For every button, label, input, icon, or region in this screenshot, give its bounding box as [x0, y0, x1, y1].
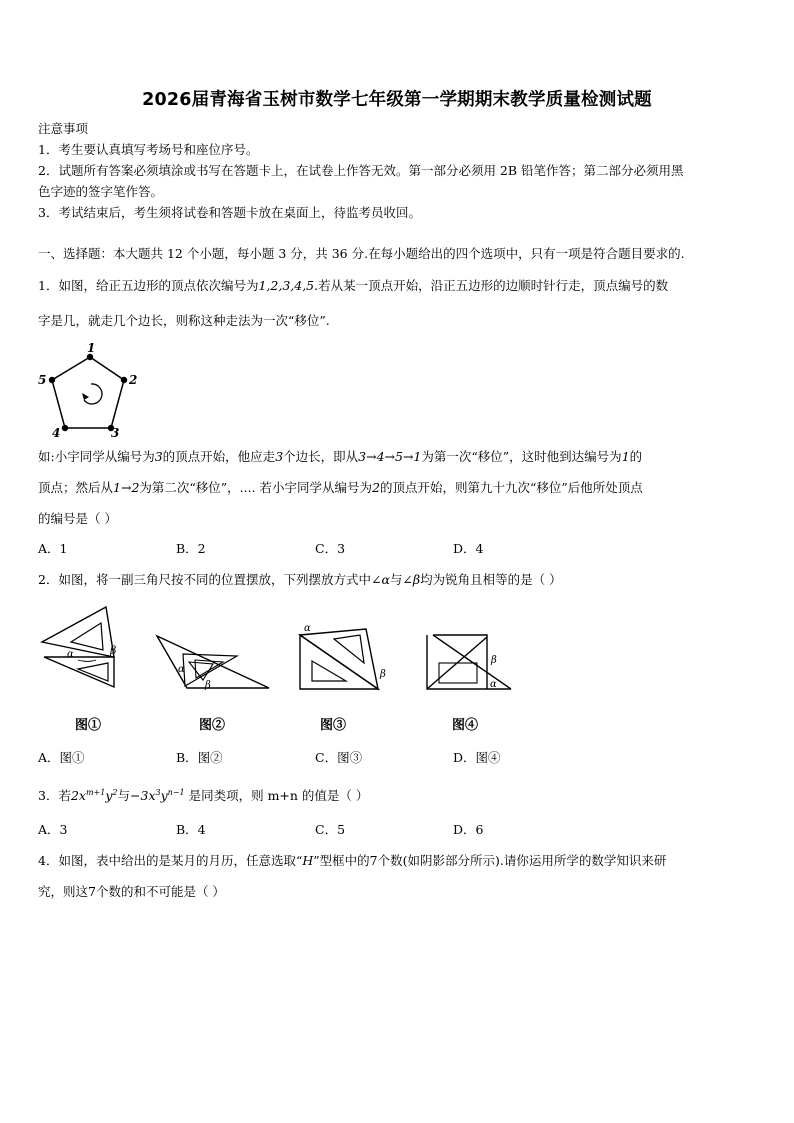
q1-option-a[interactable]: A．1: [38, 541, 68, 556]
q3-question: 3．若$2x^{m+1}y^2$与$-3x^3y^{n-1}$ 是同类项，则 m+n 的值是（ ）: [38, 788, 369, 804]
clockwise-arrow-icon: [84, 384, 102, 404]
figure-caption-2: 图②: [198, 718, 225, 733]
q1-line4: 顶点；然后从1→2为第二次“移位”，.... 若小宇同学从编号为2的顶点开始，则第九十九次“移位”后他所处顶点: [38, 480, 643, 495]
q1-line5: 的编号是（ ）: [38, 511, 117, 526]
vertex-dot: [121, 377, 127, 383]
figure-caption-1: 图①: [74, 718, 101, 733]
svg-text:α: α: [178, 664, 185, 675]
q4-line1: 4．如图，表中给出的是某月的月历，任意选取“H”型框中的7个数(如阴影部分所示).请你运用所学的数学知识来研: [38, 853, 667, 868]
q2-option-b[interactable]: B．图②: [176, 750, 223, 765]
triangle-figure-1: [38, 605, 138, 690]
q3-option-c[interactable]: C．5: [315, 822, 346, 837]
svg-text:β: β: [110, 644, 117, 657]
q2-option-d[interactable]: D．图④: [453, 750, 501, 765]
q2-option-a[interactable]: A．图①: [38, 750, 85, 765]
pentagon-shape: [52, 357, 124, 428]
section-heading: 一、选择题：本大题共 12 个小题，每小题 3 分，共 36 分.在每小题给出的四个选项中，只有一项是符合题目要求的.: [38, 246, 685, 261]
vertex-label: 4: [52, 426, 61, 440]
notice-item: 1．考生要认真填写考场号和座位序号。: [38, 142, 259, 157]
svg-text:α: α: [490, 679, 497, 690]
page-title: 2026届青海省玉树市数学七年级第一学期期末教学质量检测试题: [142, 90, 652, 110]
q1-line3: 如:小宇同学从编号为3的顶点开始，他应走3个边长，即从3→4→5→1为第一次“移位”，这时他到达编号为1的: [38, 449, 643, 464]
triangle-figure-3: [296, 625, 391, 693]
q4-line2: 究，则这7个数的和不可能是（ ）: [38, 884, 225, 899]
figure-caption-3: 图③: [319, 718, 346, 733]
arrowhead-icon: [82, 393, 89, 400]
q2-option-c[interactable]: C．图③: [315, 750, 363, 765]
svg-text:β: β: [380, 669, 386, 680]
vertex-dot: [62, 425, 68, 431]
q1-line2: 字是几，就走几个边长，则称这种走法为一次“移位”.: [38, 313, 330, 328]
svg-text:α: α: [67, 649, 74, 660]
notice-item: 2．试题所有答案必须填涂或书写在答题卡上，在试卷上作答无效。第一部分必须用 2B 铅笔作答；第二部分必须用黑: [38, 163, 684, 178]
notice-item: 色字迹的签字笔作答。: [38, 184, 164, 199]
vertex-label: 5: [38, 373, 47, 387]
q1-line1: 1．如图，给正五边形的顶点依次编号为1,2,3,4,5.若从某一顶点开始，沿正五边形的边顺时针行走，顶点编号的数: [38, 278, 669, 293]
vertex-dot: [49, 377, 55, 383]
figure-caption-4: 图④: [451, 718, 478, 733]
notice-item: 3．考试结束后，考生须将试卷和答题卡放在桌面上，待监考员收回。: [38, 205, 421, 220]
pentagon-figure: [36, 340, 146, 440]
svg-text:α: α: [304, 625, 311, 634]
q1-option-b[interactable]: B．2: [176, 541, 206, 556]
q3-option-b[interactable]: B．4: [176, 822, 206, 837]
q1-option-c[interactable]: C．3: [315, 541, 346, 556]
svg-text:β: β: [205, 680, 211, 690]
triangle-figure-2: [153, 628, 273, 690]
q2-question: 2．如图，将一副三角尺按不同的位置摆放，下列摆放方式中∠α与∠β均为锐角且相等的是（ ）: [38, 572, 562, 587]
vertex-label: 1: [87, 341, 96, 355]
q3-option-d[interactable]: D．6: [453, 822, 484, 837]
notice-heading: 注意事项: [38, 121, 89, 136]
svg-text:β: β: [491, 655, 497, 666]
triangle-figure-4: [425, 633, 515, 691]
q1-option-d[interactable]: D．4: [453, 541, 484, 556]
vertex-label: 3: [111, 426, 120, 440]
q3-option-a[interactable]: A．3: [38, 822, 68, 837]
vertex-label: 2: [129, 373, 138, 387]
